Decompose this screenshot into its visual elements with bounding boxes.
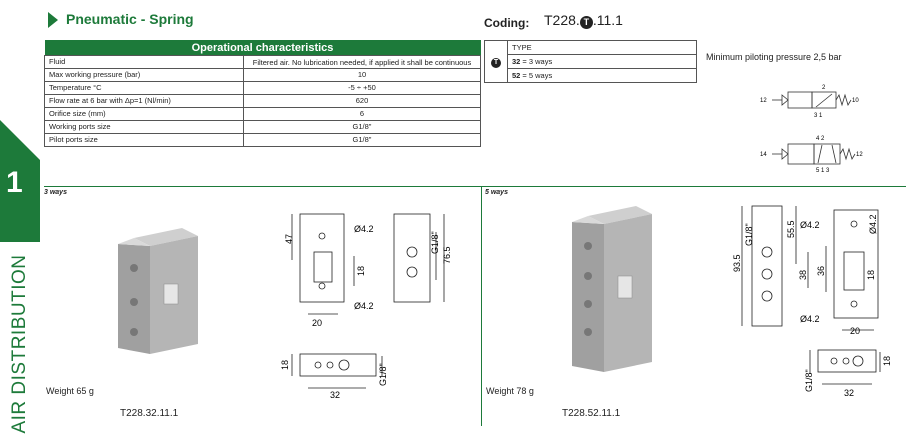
dimension-label: Ø4.2	[868, 214, 878, 234]
dimension-label: 32	[330, 390, 341, 400]
dimension-label: G1/8"	[430, 231, 440, 254]
dimension-label: 20	[312, 318, 323, 328]
port-label: 4 2	[816, 136, 825, 142]
coding-option	[485, 55, 697, 69]
coding-header: TYPE	[508, 41, 697, 55]
product-code: T228.52.11.1	[562, 408, 621, 419]
section-title: Pneumatic - Spring	[66, 11, 194, 27]
table-row	[45, 108, 481, 121]
port-label: 14	[760, 152, 767, 158]
table-row	[45, 95, 481, 108]
dimension-label: 38	[798, 269, 808, 280]
three-way-technical-drawing	[278, 208, 478, 404]
port-label: 2	[822, 85, 826, 91]
coding-table	[484, 40, 697, 83]
row-value: 10	[244, 69, 481, 82]
option-text: = 3 ways	[520, 57, 553, 66]
port-label: 3 1	[814, 113, 823, 119]
dimension-label: 20	[850, 326, 861, 336]
dimension-label: G1/8"	[744, 223, 754, 246]
coding-prefix: T228.	[544, 12, 580, 28]
coding-option	[485, 69, 697, 83]
dimension-label: 18	[280, 359, 290, 370]
dimension-label: 18	[356, 265, 366, 276]
option-code: 52	[512, 71, 521, 80]
five-way-valve-symbol	[760, 132, 866, 174]
table-row	[45, 134, 481, 147]
type-symbol-icon: T	[580, 16, 593, 29]
product-code: T228.32.11.1	[120, 408, 179, 419]
option-text: = 5 ways	[520, 71, 553, 80]
row-label: Orifice size (mm)	[45, 108, 244, 121]
row-label: Temperature °C	[45, 82, 244, 95]
column-divider	[481, 186, 482, 426]
dimension-label: G1/8"	[378, 363, 388, 386]
dimension-label: 93.5	[732, 254, 742, 272]
dimension-label: Ø4.2	[800, 314, 820, 324]
type-symbol-icon: T	[491, 58, 501, 68]
port-label: 5 1 3	[816, 168, 830, 174]
three-way-valve-photo	[112, 228, 202, 360]
row-label: Max working pressure (bar)	[45, 69, 244, 82]
table-row	[45, 56, 481, 69]
dimension-label: 76.5	[442, 246, 452, 264]
dimension-label: 18	[866, 269, 876, 280]
coding-value	[544, 12, 623, 29]
dimension-label: 47	[284, 233, 294, 244]
coding-symbol-cell	[485, 41, 508, 83]
dimension-label: 32	[844, 388, 855, 398]
port-label: 12	[856, 152, 863, 158]
dimension-label: G1/8"	[804, 369, 814, 392]
dimension-label: Ø4.2	[800, 220, 820, 230]
dimension-label: 36	[816, 265, 826, 276]
row-value: G1/8"	[244, 121, 481, 134]
chapter-label: AIR DISTRIBUTION	[9, 254, 30, 434]
dimension-label: 55.5	[786, 220, 796, 238]
title-bullet-icon	[48, 12, 58, 28]
weight-label: Weight 78 g	[486, 386, 534, 396]
chapter-number: 1	[6, 166, 23, 199]
row-value: -5 ÷ +50	[244, 82, 481, 95]
dimension-label: Ø4.2	[354, 224, 374, 234]
port-label: 10	[852, 98, 859, 104]
three-way-title: 3 ways	[44, 189, 67, 196]
row-value: 6	[244, 108, 481, 121]
dimension-label: Ø4.2	[354, 301, 374, 311]
row-value: 620	[244, 95, 481, 108]
five-way-technical-drawing	[724, 200, 904, 424]
row-label: Flow rate at 6 bar with Δp=1 (Nl/min)	[45, 95, 244, 108]
operational-characteristics-table	[44, 40, 481, 147]
row-value: Filtered air. No lubrication needed, if applied it shall be continuous	[244, 56, 481, 69]
table-row	[45, 69, 481, 82]
row-label: Pilot ports size	[45, 134, 244, 147]
table-title: Operational characteristics	[45, 40, 481, 56]
dimension-label: 18	[882, 355, 892, 366]
row-label: Working ports size	[45, 121, 244, 134]
weight-label: Weight 65 g	[46, 386, 94, 396]
coding-label: Coding:	[484, 16, 530, 30]
row-value: G1/8"	[244, 134, 481, 147]
coding-suffix: .11.1	[592, 12, 623, 28]
port-label: 12	[760, 98, 767, 104]
table-row	[45, 121, 481, 134]
section-divider	[44, 186, 906, 187]
option-code: 32	[512, 57, 521, 66]
three-way-valve-symbol	[760, 80, 860, 120]
row-label: Fluid	[45, 56, 244, 69]
five-way-title: 5 ways	[485, 189, 508, 196]
table-row	[45, 82, 481, 95]
pilot-pressure-note: Minimum piloting pressure 2,5 bar	[706, 52, 842, 62]
five-way-valve-photo	[566, 206, 656, 376]
